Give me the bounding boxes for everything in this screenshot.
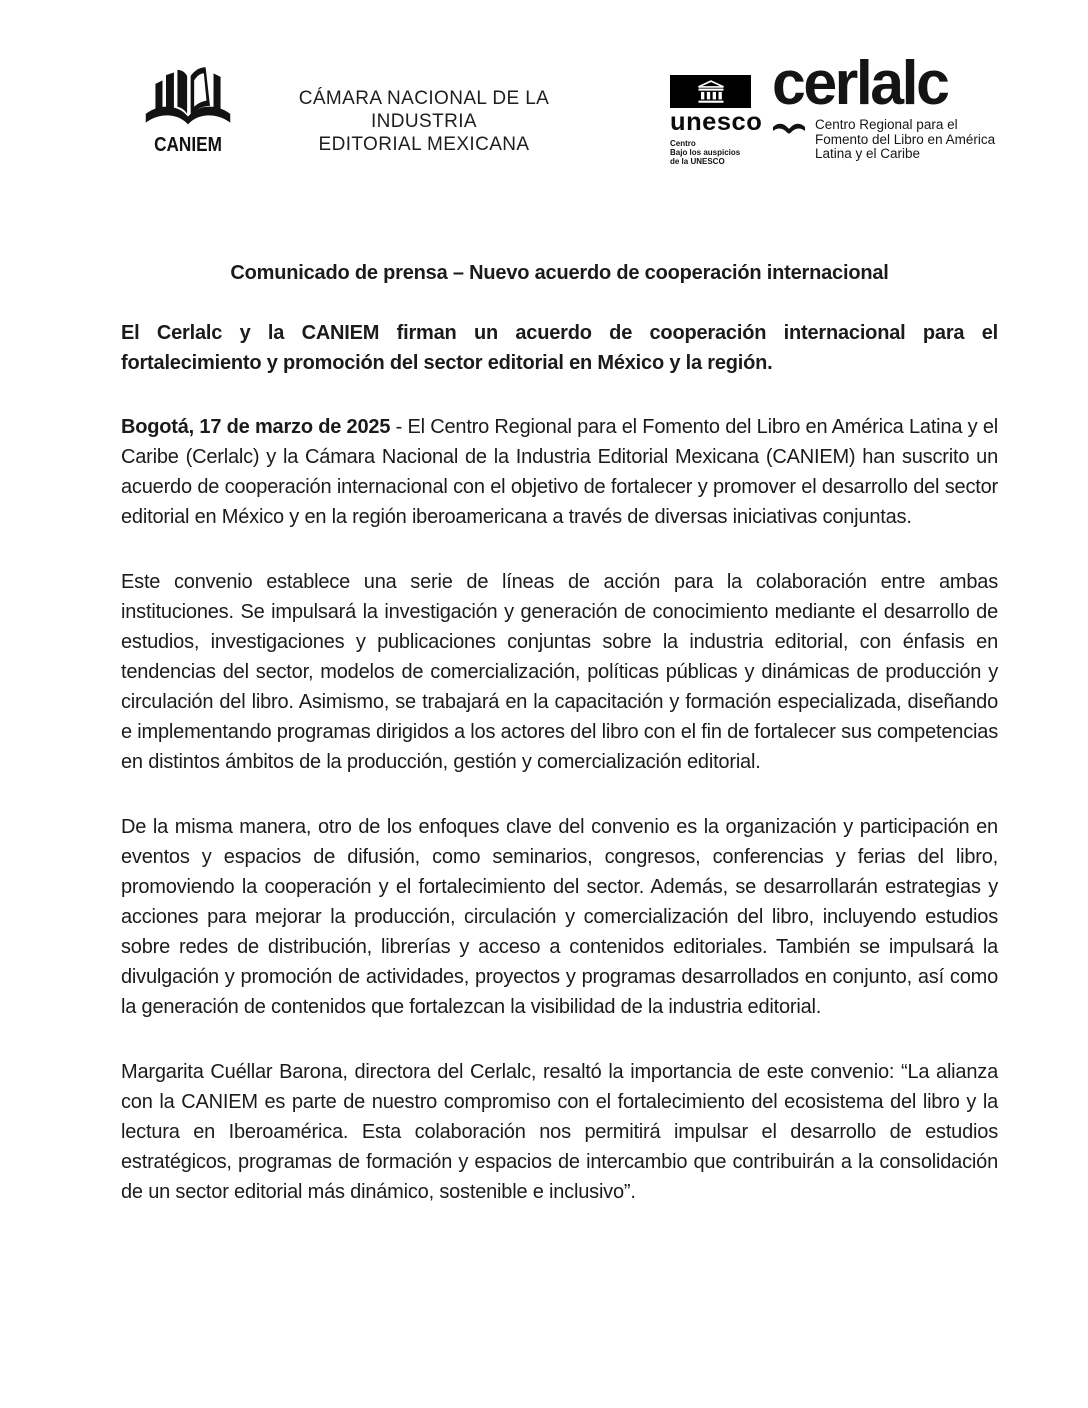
cerlalc-tagline-line2: Fomento del Libro en América: [815, 131, 996, 147]
header: [0, 0, 1088, 190]
unesco-emblem-box: [670, 75, 751, 108]
cerlalc-tagline-line3: Latina y el Caribe: [815, 146, 921, 161]
cerlalc-wordmark: cerlalc: [772, 49, 948, 118]
caniem-org-name-line2: EDITORIAL MEXICANA: [318, 134, 530, 155]
unesco-logo: [670, 75, 770, 166]
paragraph: Bogotá, 17 de marzo de 2025 - El Centro Regional para el Fomento del Libro en América Latina y el Caribe (Cerlalc) y la Cámara Nacional de la Industria Editorial Mexicana (CANIEM) han suscrito un acuerdo de cooperación internacional con el objetivo de fortalecer y promover el desarrollo del sector editorial en México y en la región iberoamericana a través de diversas iniciativas conjuntas.: [121, 416, 998, 528]
unesco-tagline-line1: Centro: [670, 139, 696, 148]
unesco-wordmark: unesco: [670, 108, 763, 136]
cerlalc-tagline-line1: Centro Regional para el: [815, 117, 958, 132]
unesco-temple-icon: [696, 78, 726, 105]
caniem-org-name-line1: CÁMARA NACIONAL DE LA INDUSTRIA: [298, 88, 550, 132]
paragraph: Margarita Cuéllar Barona, directora del Cerlalc, resaltó la importancia de este convenio: “La alianza con la CANIEM es parte de nuestro compromiso con el fortalecimiento del ecosistema del libro y la lectura en Iberoamérica. Esta colaboración nos permitirá impulsar el desarrollo de estudios estratégicos, programas de formación y espacios de intercambio que contribuirán a la consolidación de un sector editorial más dinámico, sostenible e inclusivo”.: [121, 1061, 998, 1203]
unesco-tagline-line3: de la UNESCO: [670, 157, 725, 166]
cerlalc-logo: [772, 49, 1002, 162]
paragraph: De la misma manera, otro de los enfoques clave del convenio es la organización y participación en eventos y espacios de difusión, como seminarios, congresos, conferencias y ferias del libro, promoviendo la cooperación y el fortalecimiento del sector. Además, se desarrollarán estrategias y acciones para mejorar la producción, circulación y comercialización del libro, incluyendo estudios sobre redes de distribución, librerías y acceso a contenidos editoriales. También se impulsará la divulgación y promoción de actividades, proyectos y programas desarrollados en conjunto, así como la generación de contenidos que fortalezcan la visibilidad de la industria editorial.: [121, 816, 998, 1018]
paragraphs: [121, 412, 998, 1207]
caniem-org-name: [248, 87, 600, 156]
unesco-tagline-line2: Bajo los auspicios: [670, 148, 741, 157]
cerlalc-tagline: [815, 118, 995, 162]
document-subtitle: El Cerlalc y la CANIEM firman un acuerdo de cooperación internacional para el fortalecimiento y promoción del sector editorial en México y la región.: [121, 322, 998, 374]
paragraph: Este convenio establece una serie de líneas de acción para la colaboración entre ambas instituciones. Se impulsará la investigación y generación de conocimiento mediante el desarrollo de estudios, investigaciones y publicaciones conjuntas sobre la industria editorial, con énfasis en tendencias del sector, modelos de comercialización, políticas públicas y dinámicas de producción y circulación del libro. Asimismo, se trabajará en la capacitación y formación especializada, diseñando e implementando programas dirigidos a los actores del libro con el fin de fortalecer sus competencias en distintos ámbitos de la producción, gestión y comercialización editorial.: [121, 571, 998, 773]
document-title: Comunicado de prensa – Nuevo acuerdo de cooperación internacional: [230, 262, 889, 284]
cerlalc-bird-icon: [772, 121, 806, 137]
caniem-logo: [138, 64, 238, 157]
document-body: [121, 258, 998, 1242]
caniem-wordmark: CANIEM: [154, 134, 222, 156]
paragraph-lead-bold: Bogotá, 17 de marzo de 2025: [121, 416, 391, 438]
unesco-tagline: [670, 139, 770, 166]
caniem-open-book-icon: [144, 64, 232, 132]
cerlalc-sub-block: [772, 118, 1002, 162]
